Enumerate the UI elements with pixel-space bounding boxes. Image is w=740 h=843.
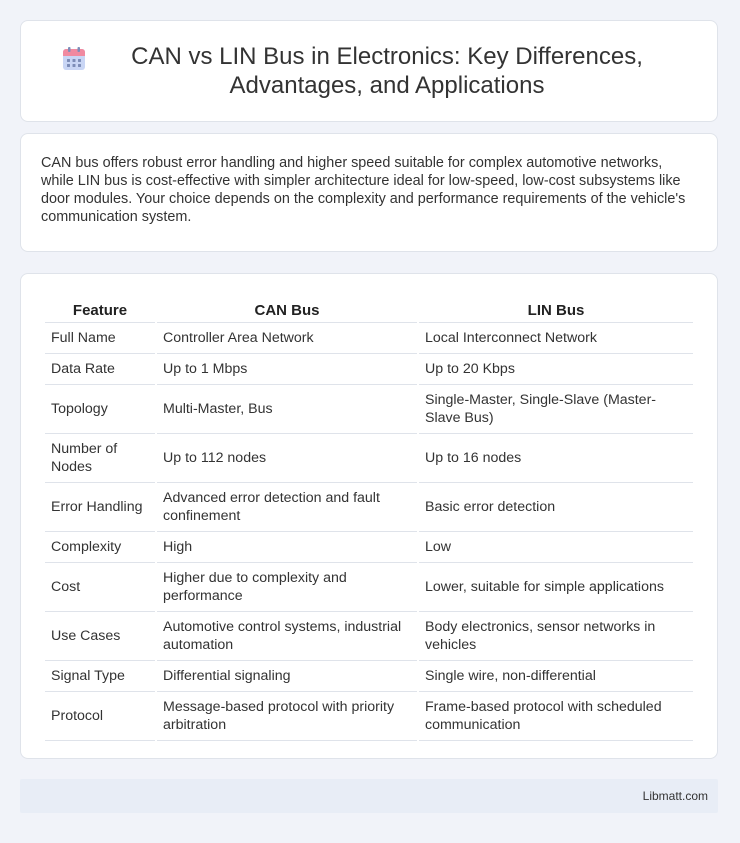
table-header-row bbox=[45, 294, 693, 323]
header-feature: Feature bbox=[45, 294, 155, 323]
can-cell: Message-based protocol with priority arbitration bbox=[157, 692, 417, 741]
table-row bbox=[45, 612, 693, 661]
table-row bbox=[45, 563, 693, 612]
table-row bbox=[45, 323, 693, 354]
lin-cell: Lower, suitable for simple applications bbox=[419, 563, 693, 612]
comparison-table-card bbox=[20, 273, 718, 759]
lin-cell: Up to 16 nodes bbox=[419, 434, 693, 483]
feature-cell: Data Rate bbox=[45, 354, 155, 385]
table-row bbox=[45, 661, 693, 692]
feature-cell: Topology bbox=[45, 385, 155, 434]
can-cell: Differential signaling bbox=[157, 661, 417, 692]
lin-cell: Frame-based protocol with scheduled communication bbox=[419, 692, 693, 741]
feature-cell: Number of Nodes bbox=[45, 434, 155, 483]
table-row bbox=[45, 354, 693, 385]
summary-card bbox=[20, 133, 718, 252]
can-cell: Multi-Master, Bus bbox=[157, 385, 417, 434]
footer bbox=[20, 779, 718, 813]
feature-cell: Complexity bbox=[45, 532, 155, 563]
can-cell: Higher due to complexity and performance bbox=[157, 563, 417, 612]
comparison-table bbox=[43, 294, 695, 741]
table-row bbox=[45, 483, 693, 532]
lin-cell: Basic error detection bbox=[419, 483, 693, 532]
page-title: CAN vs LIN Bus in Electronics: Key Differences, Advantages, and Applications bbox=[131, 43, 643, 99]
can-cell: Up to 112 nodes bbox=[157, 434, 417, 483]
feature-cell: Signal Type bbox=[45, 661, 155, 692]
lin-cell: Low bbox=[419, 532, 693, 563]
lin-cell: Single wire, non-differential bbox=[419, 661, 693, 692]
can-cell: Up to 1 Mbps bbox=[157, 354, 417, 385]
can-cell: Automotive control systems, industrial automation bbox=[157, 612, 417, 661]
can-cell: High bbox=[157, 532, 417, 563]
header-can-bus: CAN Bus bbox=[157, 294, 417, 323]
lin-cell: Single-Master, Single-Slave (Master-Slave Bus) bbox=[419, 385, 693, 434]
summary-text: CAN bus offers robust error handling and higher speed suitable for complex automotive networks, while LIN bus is cost-effective with simpler architecture ideal for low-speed, low-cost subsystems like door modules. Your choice depends on the complexity and performance requirements of the vehicle's communication system. bbox=[41, 155, 686, 225]
table-row bbox=[45, 692, 693, 741]
lin-cell: Local Interconnect Network bbox=[419, 323, 693, 354]
lin-cell: Up to 20 Kbps bbox=[419, 354, 693, 385]
lin-cell: Body electronics, sensor networks in vehicles bbox=[419, 612, 693, 661]
can-cell: Controller Area Network bbox=[157, 323, 417, 354]
feature-cell: Use Cases bbox=[45, 612, 155, 661]
feature-cell: Cost bbox=[45, 563, 155, 612]
title-wrap bbox=[21, 42, 717, 100]
header-lin-bus: LIN Bus bbox=[419, 294, 693, 323]
table-row bbox=[45, 434, 693, 483]
calendar-icon bbox=[61, 46, 87, 72]
feature-cell: Protocol bbox=[45, 692, 155, 741]
table-row bbox=[45, 385, 693, 434]
title-card bbox=[20, 20, 718, 122]
can-cell: Advanced error detection and fault confinement bbox=[157, 483, 417, 532]
table-row bbox=[45, 532, 693, 563]
feature-cell: Error Handling bbox=[45, 483, 155, 532]
feature-cell: Full Name bbox=[45, 323, 155, 354]
footer-brand[interactable]: Libmatt.com bbox=[642, 789, 708, 803]
